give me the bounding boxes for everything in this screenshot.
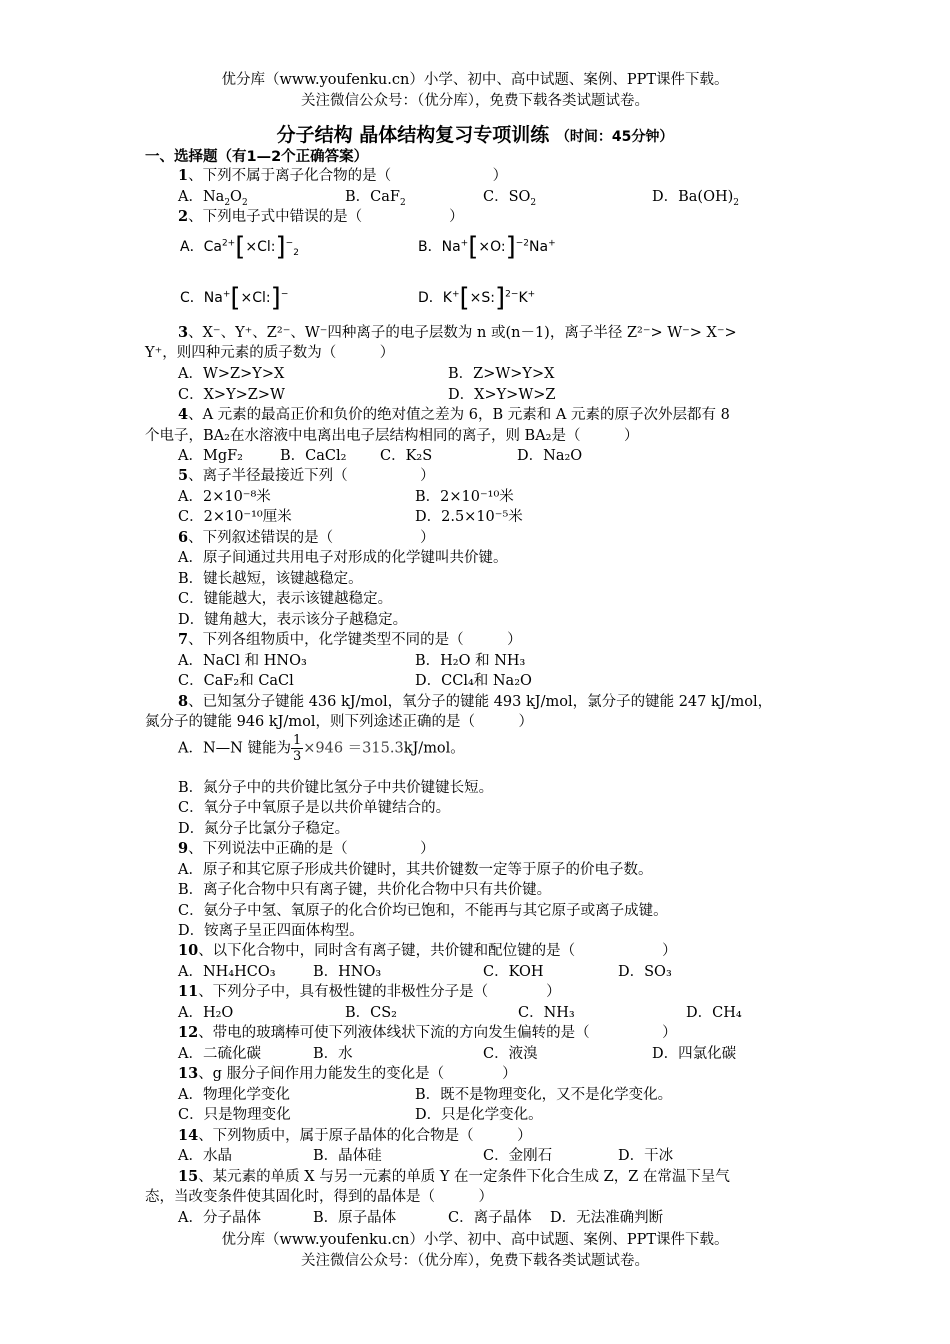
- q15-option-c[interactable]: C．离子晶体: [448, 1210, 532, 1226]
- q7-option-c[interactable]: C．CaF₂和 CaCl: [178, 673, 294, 689]
- q1-option-a[interactable]: A．$Na_2O_2$: [178, 189, 248, 208]
- q4-option-b[interactable]: B．CaCl₂: [280, 448, 347, 464]
- question-4-cont: 个电子，BA₂在水溶液中电离出电子层结构相同的离子，则 BA₂是（ ）: [145, 428, 639, 444]
- q3-option-d[interactable]: D．X>Y>W>Z: [448, 387, 556, 403]
- header-line-1: 优分库（www.youfenku.cn）小学、初中、高中试题、案例、PPT课件下载。: [221, 72, 729, 88]
- q13-option-c[interactable]: C．只是物理变化: [178, 1107, 291, 1123]
- footer-line-2: 关注微信公众号：（优分库），免费下载各类试题试卷。: [301, 1253, 649, 1269]
- q15-option-a[interactable]: A．分子晶体: [178, 1210, 261, 1226]
- q2-option-c-formula[interactable]: C．Na+[×Cl:]−: [180, 283, 289, 313]
- q11-option-a[interactable]: A．H₂O: [178, 1005, 234, 1021]
- q9-option-c[interactable]: C．氨分子中氢、氧原子的化合价均已饱和，不能再与其它原子或离子成键。: [178, 903, 668, 919]
- question-3: 3、X⁻、Y⁺、Z²⁻、W⁻四种离子的电子层数为 n 或(n－1)，离子半径 Z²⁻> W⁻> X⁻>: [178, 324, 737, 341]
- q7-option-d[interactable]: D．CCl₄和 Na₂O: [415, 673, 532, 689]
- q11-option-b[interactable]: B．CS₂: [345, 1005, 397, 1021]
- question-7: 7、下列各组物质中，化学键类型不同的是（ ）: [178, 631, 522, 648]
- question-15-cont: 态，当改变条件使其固化时，得到的晶体是（ ）: [145, 1189, 493, 1205]
- q6-option-c[interactable]: C．键能越大，表示该键越稳定。: [178, 591, 393, 607]
- q15-option-d[interactable]: D．无法准确判断: [550, 1210, 664, 1226]
- q3-option-b[interactable]: B．Z>W>Y>X: [448, 366, 555, 382]
- question-8-cont: 氮分子的键能 946 kJ/mol，则下列途述正确的是（ ）: [145, 714, 533, 730]
- q5-option-b[interactable]: B．2×10⁻¹⁰米: [415, 489, 514, 505]
- q8-option-d[interactable]: D．氮分子比氯分子稳定。: [178, 821, 350, 837]
- question-14: 14、下列物质中，属于原子晶体的化合物是（ ）: [178, 1127, 532, 1144]
- question-9: 9、下列说法中正确的是（ ）: [178, 840, 435, 857]
- page-title: 分子结构 晶体结构复习专项训练 （时间：45分钟）: [276, 124, 674, 146]
- q8-option-c[interactable]: C．氧分子中氧原子是以共价单键结合的。: [178, 800, 451, 816]
- q13-option-a[interactable]: A．物理化学变化: [178, 1087, 290, 1103]
- question-6: 6、下列叙述错误的是（ ）: [178, 529, 435, 546]
- q2-option-b-formula[interactable]: B．Na+[×O:]$^{-2}$Na+: [418, 232, 556, 262]
- q7-option-a[interactable]: A．NaCl 和 HNO₃: [178, 653, 307, 669]
- q12-option-b[interactable]: B．水: [313, 1046, 353, 1062]
- q8-option-b[interactable]: B．氮分子中的共价键比氢分子中共价键键长短。: [178, 780, 494, 796]
- q1-option-b[interactable]: B．CaF$_2$: [345, 189, 406, 208]
- header-line-2: 关注微信公众号：（优分库），免费下载各类试题试卷。: [301, 93, 649, 109]
- q4-option-a[interactable]: A．MgF₂: [178, 448, 243, 464]
- q11-option-c[interactable]: C．NH₃: [518, 1005, 575, 1021]
- q8-option-a[interactable]: A．N—N 键能为 $\frac{1}{3}$ ×946 ＝315.3kJ/mol。: [178, 733, 465, 764]
- q5-option-d[interactable]: D．2.5×10⁻⁵米: [415, 509, 523, 525]
- q12-option-a[interactable]: A．二硫化碳: [178, 1046, 261, 1062]
- q15-option-b[interactable]: B．原子晶体: [313, 1210, 397, 1226]
- question-15: 15、某元素的单质 X 与另一元素的单质 Y 在一定条件下化合生成 Z，Z 在常温下呈气: [178, 1168, 730, 1185]
- q7-option-b[interactable]: B．H₂O 和 NH₃: [415, 653, 526, 669]
- question-8: 8、已知氢分子键能 436 kJ/mol，氧分子的键能 493 kJ/mol，氯分子的键能 247 kJ/mol，: [178, 693, 773, 710]
- q1-option-d[interactable]: D．$Ba(OH)_2$: [652, 189, 740, 208]
- q12-option-d[interactable]: D．四氯化碳: [652, 1046, 737, 1062]
- q10-option-b[interactable]: B．HNO₃: [313, 964, 382, 980]
- q4-option-c[interactable]: C．K₂S: [380, 448, 433, 464]
- q9-option-b[interactable]: B．离子化合物中只有离子键，共价化合物中只有共价键。: [178, 882, 552, 898]
- q14-option-c[interactable]: C．金刚石: [483, 1148, 553, 1164]
- section-heading: 一、选择题（有1—2个正确答案）: [145, 149, 369, 165]
- q6-option-a[interactable]: A．原子间通过共用电子对形成的化学键叫共价键。: [178, 550, 508, 566]
- q1-option-c[interactable]: C．$SO_2$: [483, 189, 537, 208]
- question-3-cont: Y⁺，则四种元素的质子数为（ ）: [145, 345, 395, 361]
- q2-option-a-formula[interactable]: A．$Ca^{2+}[\times Cl:]^-_2$: [180, 232, 299, 262]
- q9-option-a[interactable]: A．原子和其它原子形成共价键时，其共价键数一定等于原子的价电子数。: [178, 862, 653, 878]
- q14-option-d[interactable]: D．干冰: [618, 1148, 674, 1164]
- q3-option-a[interactable]: A．W>Z>Y>X: [178, 366, 285, 382]
- q14-option-b[interactable]: B．晶体硅: [313, 1148, 382, 1164]
- q2-option-d-formula[interactable]: D．K+[×S:]$^{2-}$K+: [418, 283, 536, 313]
- q10-option-d[interactable]: D．SO₃: [618, 964, 672, 980]
- question-13: 13、g 服分子间作用力能发生的变化是（ ）: [178, 1065, 517, 1082]
- question-5: 5、离子半径最接近下列（ ）: [178, 467, 435, 484]
- q5-option-c[interactable]: C．2×10⁻¹⁰厘米: [178, 509, 292, 525]
- q12-option-c[interactable]: C．液溴: [483, 1046, 538, 1062]
- question-1: 1、下列不属于离子化合物的是（ ）: [178, 167, 508, 184]
- question-12: 12、带电的玻璃棒可使下列液体线状下流的方向发生偏转的是（ ）: [178, 1024, 677, 1041]
- q4-option-d[interactable]: D．Na₂O: [517, 448, 583, 464]
- q6-option-b[interactable]: B．键长越短，该键越稳定。: [178, 571, 363, 587]
- question-4: 4、A 元素的最高正价和负价的绝对值之差为 6，B 元素和 A 元素的原子次外层都有 8: [178, 406, 730, 423]
- q6-option-d[interactable]: D．键角越大，表示该分子越稳定。: [178, 612, 408, 628]
- question-11: 11、下列分子中，具有极性键的非极性分子是（ ）: [178, 983, 561, 1000]
- q3-option-c[interactable]: C．X>Y>Z>W: [178, 387, 285, 403]
- q10-option-c[interactable]: C．KOH: [483, 964, 544, 980]
- footer-line-1: 优分库（www.youfenku.cn）小学、初中、高中试题、案例、PPT课件下载。: [221, 1232, 729, 1248]
- q13-option-d[interactable]: D．只是化学变化。: [415, 1107, 543, 1123]
- q11-option-d[interactable]: D．CH₄: [686, 1005, 742, 1021]
- q13-option-b[interactable]: B．既不是物理变化，又不是化学变化。: [415, 1087, 673, 1103]
- q10-option-a[interactable]: A．NH₄HCO₃: [178, 964, 276, 980]
- q14-option-a[interactable]: A．水晶: [178, 1148, 232, 1164]
- q5-option-a[interactable]: A．2×10⁻⁸米: [178, 489, 271, 505]
- q9-option-d[interactable]: D．铵离子呈正四面体构型。: [178, 923, 364, 939]
- question-10: 10、以下化合物中，同时含有离子键，共价键和配位键的是（ ）: [178, 942, 677, 959]
- question-2: 2、下列电子式中错误的是（ ）: [178, 208, 464, 225]
